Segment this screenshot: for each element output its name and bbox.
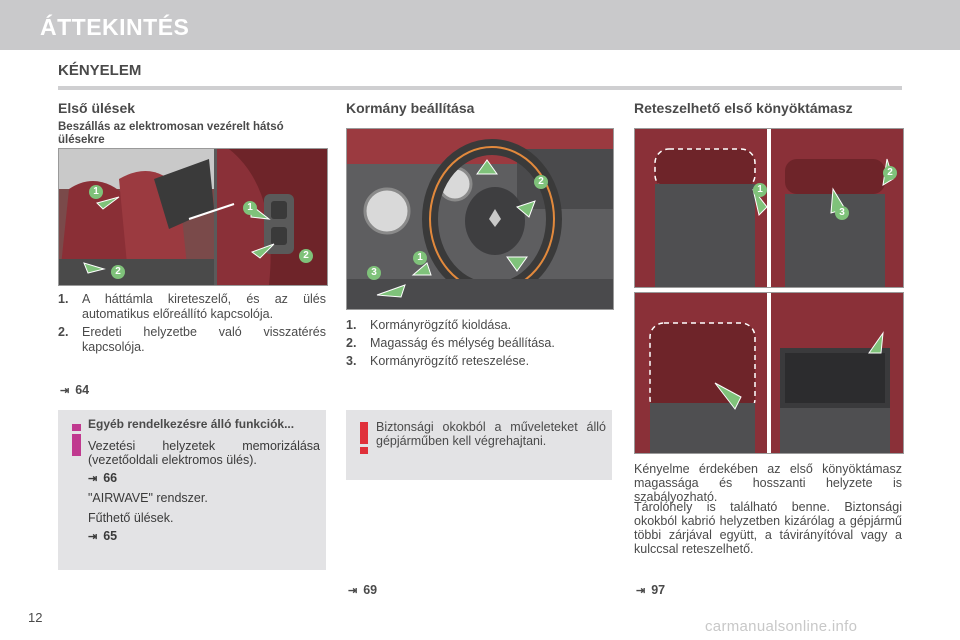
- info-box-para: Fűthető ülések.: [88, 511, 174, 525]
- info-box-title: Egyéb rendelkezésre álló funkciók...: [88, 417, 295, 431]
- armrest-page-ref: ⇥ 97: [636, 583, 666, 597]
- warning-box: [346, 410, 612, 480]
- list-item: 3. Kormányrögzítő reteszelése.: [346, 354, 530, 368]
- info-page-ref-1: ⇥ 66: [88, 471, 118, 485]
- callout-1-detail: 1: [243, 201, 257, 215]
- warning-text: Biztonsági okokból a műveleteket álló gépjárműben kell végrehajtani.: [376, 420, 606, 448]
- callout-2: 2: [534, 175, 548, 189]
- armrest-title: Reteszelhető első könyöktámasz: [634, 100, 853, 116]
- left-margin: [0, 50, 38, 640]
- callout-1: 1: [753, 183, 767, 197]
- steering-title: Kormány beállítása: [346, 100, 475, 116]
- armrest-photo-top: [634, 128, 904, 288]
- list-item: 2. Magasság és mélység beállítása.: [346, 336, 555, 350]
- page-title: ÁTTEKINTÉS: [40, 14, 190, 40]
- warning-icon: [354, 420, 374, 456]
- seats-subtitle: Beszállás az elektromosan vezérelt hátsó ülésekre: [58, 121, 284, 146]
- page-header: [0, 0, 960, 50]
- double-arrow-icon: ⇥: [348, 585, 358, 597]
- steering-list: [346, 318, 612, 372]
- double-arrow-icon: ⇥: [88, 473, 98, 485]
- info-box-para: "AIRWAVE" rendszer.: [88, 491, 208, 505]
- seats-title: Első ülések: [58, 100, 136, 116]
- callout-2-detail: 2: [299, 249, 313, 263]
- steering-photo: [346, 128, 614, 310]
- page-number: 12: [28, 610, 43, 625]
- list-item: 1. A háttámla kireteszelő, és az ülés automatikus előreállító kapcsolója.: [58, 292, 326, 321]
- armrest-photo-bottom: [634, 292, 904, 454]
- info-box: [58, 410, 326, 570]
- info-icon: [66, 422, 88, 458]
- callout-3: 3: [367, 266, 381, 280]
- section-title: KÉNYELEM: [58, 62, 142, 79]
- callout-1: 1: [413, 251, 427, 265]
- double-arrow-icon: ⇥: [88, 531, 98, 543]
- seats-list: [58, 292, 326, 358]
- callout-2: 2: [883, 166, 897, 180]
- info-page-ref-2: ⇥ 65: [88, 529, 118, 543]
- steering-page-ref: ⇥ 69: [348, 583, 378, 597]
- double-arrow-icon: ⇥: [636, 585, 646, 597]
- callout-2: 2: [111, 265, 125, 279]
- seats-photo: [58, 148, 328, 286]
- callout-1: 1: [89, 185, 103, 199]
- list-item: 2. Eredeti helyzetbe való visszatérés kapcsolója.: [58, 325, 326, 354]
- armrest-para-2: Tárolóhely is található benne. Biztonsági okokból kabrió helyzetben kizárólag a gépjármű többi zárjával együtt, a távirányítóval vagy a kulccsal reteszelhető.: [634, 500, 902, 556]
- double-arrow-icon: ⇥: [60, 385, 70, 397]
- armrest-para-1: Kényelme érdekében az első könyöktámasz magassága és hosszanti helyzete is szabályozható.: [634, 462, 902, 504]
- info-box-para: Vezetési helyzetek memorizálása (vezetőoldali elektromos ülés).: [88, 439, 320, 467]
- watermark: carmanualsonline.info: [705, 618, 858, 635]
- callout-3: 3: [835, 206, 849, 220]
- list-item: 1. Kormányrögzítő kioldása.: [346, 318, 512, 332]
- seats-page-ref: ⇥ 64: [60, 383, 90, 397]
- section-divider: [58, 86, 902, 90]
